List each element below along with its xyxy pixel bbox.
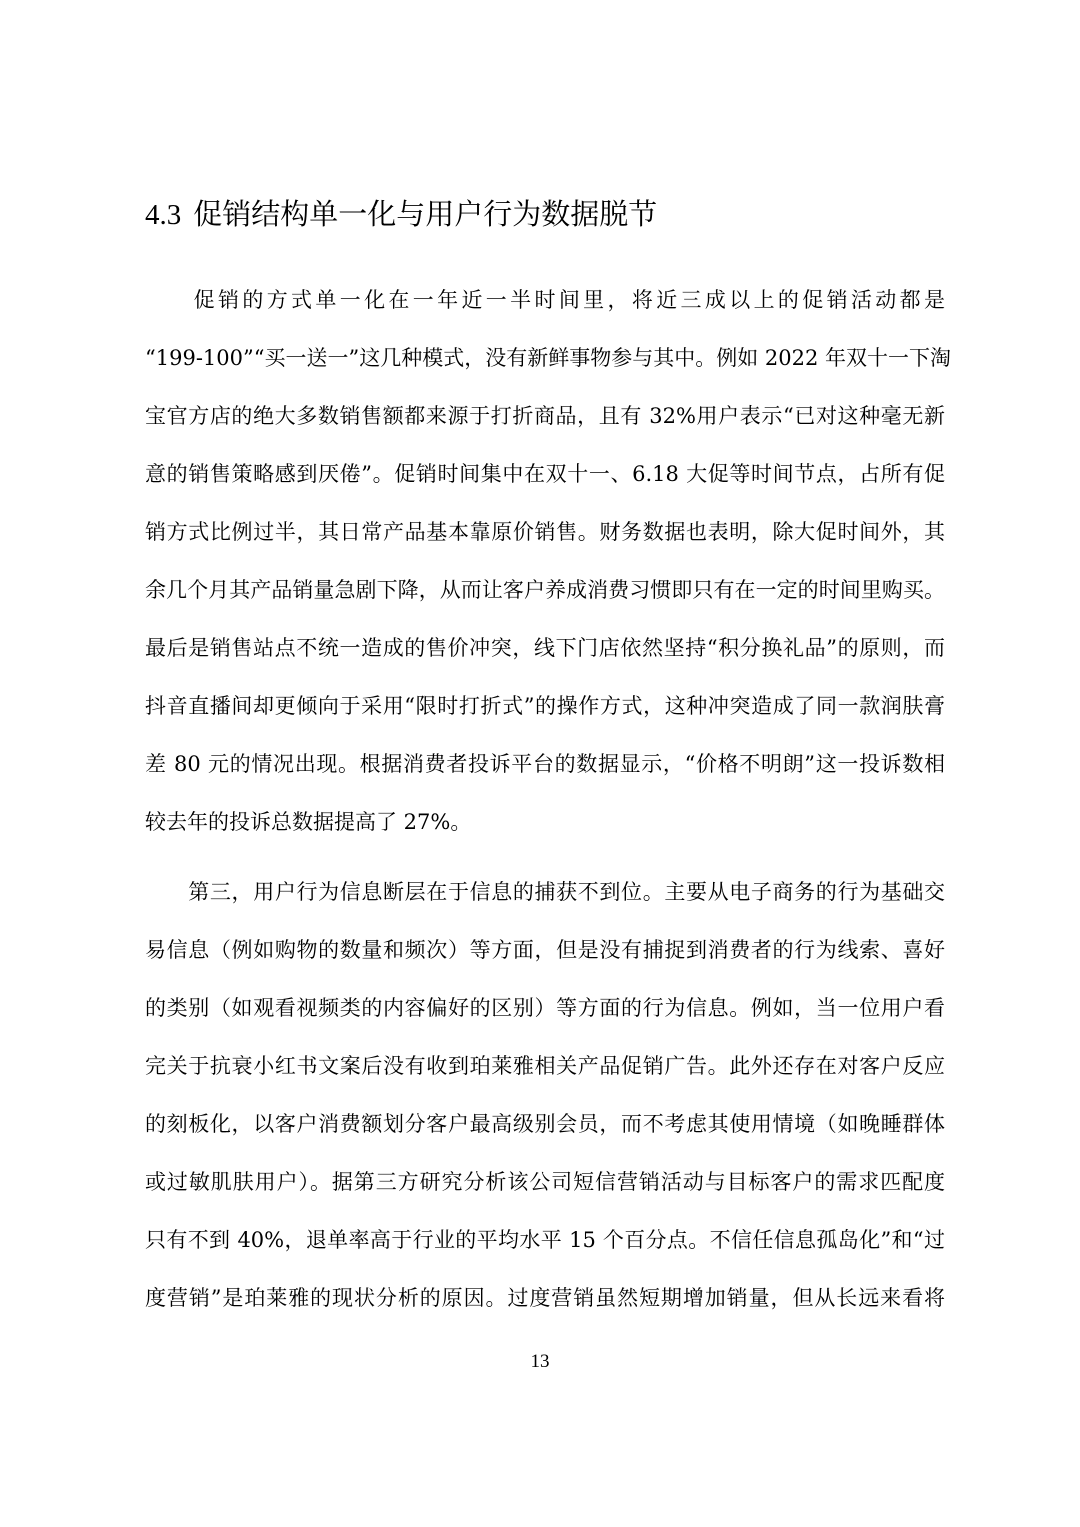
paragraph-line: 或过敏肌肤用户）。据第三方研究分析该公司短信营销活动与目标客户的需求匹配度 [145, 1170, 945, 1194]
paragraph-line: 的类别（如观看视频类的内容偏好的区别）等方面的行为信息。例如，当一位用户看 [145, 996, 945, 1020]
paragraph-line: 宝官方店的绝大多数销售额都来源于打折商品，且有 32%用户表示“已对这种毫无新 [145, 404, 945, 428]
paragraph-line: 余几个月其产品销量急剧下降，从而让客户养成消费习惯即只有在一定的时间里购买。 [145, 578, 945, 602]
section-number: 4.3 [145, 199, 182, 231]
section-title: 促销结构单一化与用户行为数据脱节 [193, 197, 658, 231]
paragraph-promotion [145, 271, 951, 851]
paragraph-line: 销方式比例过半，其日常产品基本靠原价销售。财务数据也表明，除大促时间外，其 [145, 520, 945, 544]
paragraph-line: 差 80 元的情况出现。根据消费者投诉平台的数据显示，“价格不明朗”这一投诉数相 [145, 752, 945, 776]
paragraph-line: 易信息（例如购物的数量和频次）等方面，但是没有捕捉到消费者的行为线索、喜好 [145, 938, 945, 962]
paragraph-line: 只有不到 40%，退单率高于行业的平均水平 15 个百分点。不信任信息孤岛化”和“过 [145, 1228, 945, 1252]
paragraph-line: 较去年的投诉总数据提高了 27%。 [145, 810, 472, 834]
paragraph-line: 意的销售策略感到厌倦”。促销时间集中在双十一、6.18 大促等时间节点，占所有促 [145, 462, 945, 486]
paragraph-line: 第三，用户行为信息断层在于信息的捕获不到位。主要从电子商务的行为基础交 [145, 880, 945, 904]
paragraph-line: 抖音直播间却更倾向于采用“限时打折式”的操作方式，这种冲突造成了同一款润肤膏 [145, 694, 945, 718]
paragraph-line: 的刻板化，以客户消费额划分客户最高级别会员，而不考虑其使用情境（如晚睡群体 [145, 1112, 945, 1136]
paragraph-line: 促销的方式单一化在一年近一半时间里，将近三成以上的促销活动都是 [145, 288, 945, 312]
paragraph-line: 度营销”是珀莱雅的现状分析的原因。过度营销虽然短期增加销量，但从长远来看将 [145, 1286, 945, 1310]
section-heading [145, 192, 965, 237]
paragraph-line: 完关于抗衰小红书文案后没有收到珀莱雅相关产品促销广告。此外还存在对客户反应 [145, 1054, 945, 1078]
paragraph-line: “199-100”“买一送一”这几种模式，没有新鲜事物参与其中。例如 2022 年双十一下淘 [145, 346, 951, 370]
paragraph-user-behavior [145, 863, 945, 1327]
page-number: 13 [530, 1351, 550, 1372]
paragraph-line: 最后是销售站点不统一造成的售价冲突，线下门店依然坚持“积分换礼品”的原则，而 [145, 636, 945, 660]
